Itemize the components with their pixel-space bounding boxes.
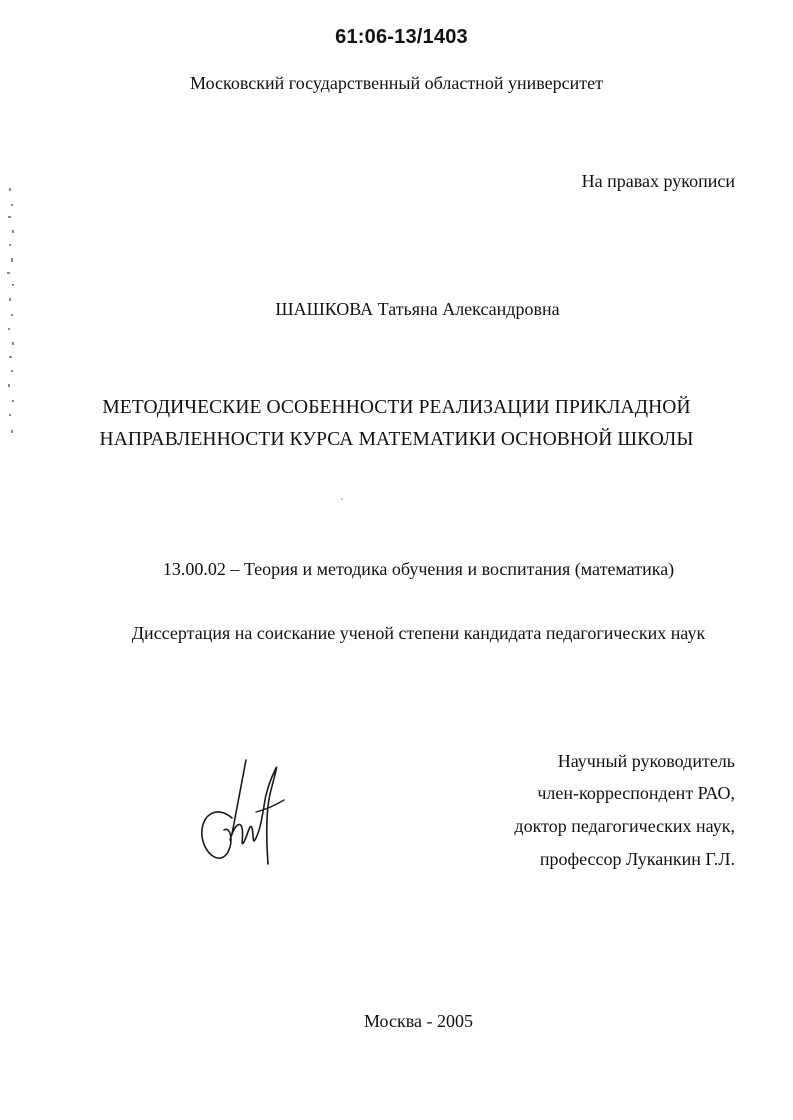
city-and-year: Москва - 2005 xyxy=(364,1011,473,1031)
supervisor-degree: доктор педагогических наук, xyxy=(514,816,735,836)
title-line-2: НАПРАВЛЕННОСТИ КУРСА МАТЕМАТИКИ ОСНОВНОЙ ШКОЛЫ xyxy=(99,429,694,450)
degree-statement: Диссертация на соискание ученой степени кандидата педагогических наук xyxy=(131,623,706,643)
scan-speck xyxy=(341,498,343,500)
specialty-code: 13.00.02 – Теория и методика обучения и воспитания (математика) xyxy=(162,559,675,579)
handwritten-signature xyxy=(194,756,290,874)
archive-code-stamp: 61:06-13/1403 xyxy=(335,26,468,48)
supervisor-membership: член-корреспондент РАО, xyxy=(537,783,735,803)
supervisor-name: профессор Луканкин Г.Л. xyxy=(539,849,735,869)
scan-margin-noise xyxy=(3,186,17,446)
supervisor-role: Научный руководитель xyxy=(557,751,735,771)
author-name: ШАШКОВА Татьяна Александровна xyxy=(275,299,560,319)
title-line-1: МЕТОДИЧЕСКИЕ ОСОБЕННОСТИ РЕАЛИЗАЦИИ ПРИКЛАДНОЙ xyxy=(102,397,691,418)
manuscript-rights-note: На правах рукописи xyxy=(581,171,735,191)
dissertation-title xyxy=(0,392,793,456)
university-name: Московский государственный областной университет xyxy=(190,73,603,93)
